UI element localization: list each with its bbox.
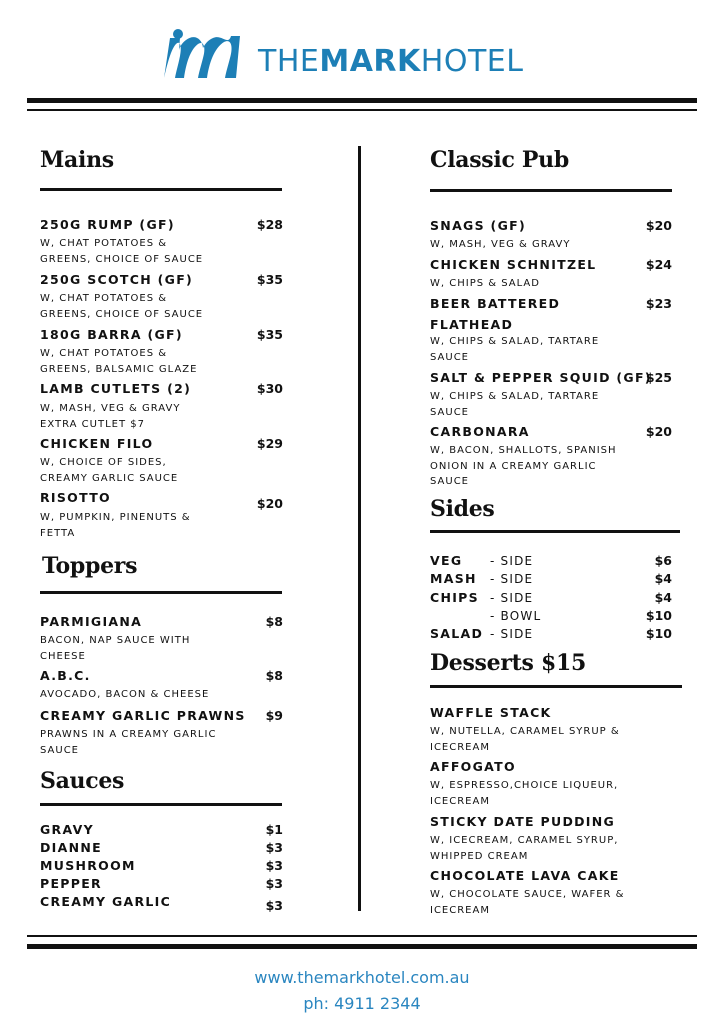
item-price: $20 — [645, 218, 672, 233]
side-price: $10 — [645, 608, 672, 623]
side-name: SALAD — [430, 626, 484, 641]
sauce-price: $3 — [265, 840, 283, 855]
sauce-price: $3 — [265, 858, 283, 873]
item-name: RISOTTO — [40, 490, 111, 505]
bottom-rule-thick — [27, 944, 697, 949]
sauce-name: DIANNE — [40, 840, 102, 855]
item-name: LAMB CUTLETS (2) — [40, 381, 192, 396]
item-description: W, BACON, SHALLOTS, SPANISH ONION IN A CREAMY GARLIC SAUCE — [430, 445, 617, 487]
classic-pub-rule — [430, 189, 672, 192]
item-name: PARMIGIANA — [40, 614, 143, 629]
item-description: AVOCADO, BACON & CHEESE — [40, 689, 210, 700]
toppers-title: Toppers — [42, 553, 138, 579]
side-portion: - SIDE — [490, 554, 534, 568]
column-divider — [358, 146, 361, 911]
item-name: BEER BATTERED — [430, 296, 561, 311]
side-portion: - BOWL — [490, 609, 542, 623]
item-price: $9 — [265, 708, 283, 723]
side-portion: - SIDE — [490, 572, 534, 586]
desserts-title: Desserts $15 — [430, 650, 586, 676]
item-description: W, MASH, VEG & GRAVY EXTRA CUTLET $7 — [40, 403, 181, 430]
item-description: W, CHIPS & SALAD, TARTARE SAUCE — [430, 336, 600, 363]
item-name: CREAMY GARLIC PRAWNS — [40, 708, 246, 723]
sauces-rule — [40, 803, 282, 806]
hotel-wordmark — [258, 44, 523, 79]
sauce-price: $1 — [265, 822, 283, 837]
side-price: $6 — [654, 553, 672, 568]
item-description: W, CHIPS & SALAD, TARTARE SAUCE — [430, 391, 600, 418]
item-description: W, MASH, VEG & GRAVY — [430, 239, 571, 250]
item-name: CHICKEN FILO — [40, 436, 154, 451]
item-name: AFFOGATO — [430, 759, 516, 774]
wordmark-mark: MARK — [319, 44, 421, 79]
item-description: W, CHAT POTATOES & GREENS, CHOICE OF SAUCE — [40, 293, 204, 320]
item-price: $29 — [256, 436, 283, 451]
sides-rule — [430, 530, 680, 533]
sides-title: Sides — [430, 496, 495, 522]
top-rule-thin — [27, 109, 697, 111]
item-name: STICKY DATE PUDDING — [430, 814, 616, 829]
sauce-name: PEPPER — [40, 876, 102, 891]
item-name: SALT & PEPPER SQUID (GF) — [430, 370, 652, 385]
footer-website[interactable]: www.themarkhotel.com.au — [254, 968, 470, 987]
sauce-price: $3 — [265, 898, 283, 913]
item-description: W, CHOCOLATE SAUCE, WAFER & ICECREAM — [430, 889, 625, 916]
sauce-price: $3 — [265, 876, 283, 891]
item-price: $8 — [265, 614, 283, 629]
item-description: PRAWNS IN A CREAMY GARLIC SAUCE — [40, 729, 217, 756]
item-price: $25 — [645, 370, 672, 385]
mark-m-logo-icon — [158, 26, 258, 84]
side-name: MASH — [430, 571, 477, 586]
side-price: $4 — [654, 590, 672, 605]
item-price: $35 — [256, 327, 283, 342]
sauces-title: Sauces — [40, 768, 125, 794]
wordmark-hotel: HOTEL — [420, 44, 524, 79]
desserts-rule — [430, 685, 682, 688]
item-name: 180G BARRA (GF) — [40, 327, 183, 342]
toppers-rule — [40, 591, 282, 594]
item-description: W, NUTELLA, CARAMEL SYRUP & ICECREAM — [430, 726, 620, 753]
side-price: $4 — [654, 571, 672, 586]
item-price: $24 — [645, 257, 672, 272]
mains-title: Mains — [40, 147, 114, 173]
item-name: CHICKEN SCHNITZEL — [430, 257, 597, 272]
item-name: 250G SCOTCH (GF) — [40, 272, 194, 287]
hotel-logo — [158, 26, 568, 84]
item-price: $20 — [256, 496, 283, 511]
item-name: SNAGS (GF) — [430, 218, 526, 233]
sauce-name: MUSHROOM — [40, 858, 136, 873]
item-price: $8 — [265, 668, 283, 683]
item-description: W, ICECREAM, CARAMEL SYRUP, WHIPPED CREAM — [430, 835, 619, 862]
side-portion: - SIDE — [490, 591, 534, 605]
side-name: CHIPS — [430, 590, 479, 605]
footer-phone: ph: 4911 2344 — [303, 994, 421, 1013]
item-description: W, CHOICE OF SIDES, CREAMY GARLIC SAUCE — [40, 457, 179, 484]
item-name: A.B.C. — [40, 668, 91, 683]
item-price: $30 — [256, 381, 283, 396]
item-description: W, PUMPKIN, PINENUTS & FETTA — [40, 512, 191, 539]
sauce-name: CREAMY GARLIC — [40, 894, 172, 909]
classic-pub-title: Classic Pub — [430, 147, 569, 173]
item-name: WAFFLE STACK — [430, 705, 552, 720]
bottom-rule-thin — [27, 935, 697, 937]
item-description: BACON, NAP SAUCE WITH CHEESE — [40, 635, 191, 662]
mains-rule — [40, 188, 282, 191]
wordmark-the: THE — [258, 44, 320, 79]
item-price: $35 — [256, 272, 283, 287]
top-rule-thick — [27, 98, 697, 103]
item-description: W, ESPRESSO,CHOICE LIQUEUR, ICECREAM — [430, 780, 619, 807]
item-name-line2: FLATHEAD — [430, 317, 514, 332]
side-price: $10 — [645, 626, 672, 641]
side-name: VEG — [430, 553, 463, 568]
item-description: W, CHAT POTATOES & GREENS, BALSAMIC GLAZE — [40, 348, 198, 375]
item-price: $20 — [645, 424, 672, 439]
side-portion: - SIDE — [490, 627, 534, 641]
sauce-name: GRAVY — [40, 822, 94, 837]
item-price: $28 — [256, 217, 283, 232]
item-price: $23 — [645, 296, 672, 311]
item-name: CHOCOLATE LAVA CAKE — [430, 868, 620, 883]
item-name: 250G RUMP (GF) — [40, 217, 175, 232]
item-description: W, CHIPS & SALAD — [430, 278, 540, 289]
item-name: CARBONARA — [430, 424, 530, 439]
item-description: W, CHAT POTATOES & GREENS, CHOICE OF SAUCE — [40, 238, 204, 265]
